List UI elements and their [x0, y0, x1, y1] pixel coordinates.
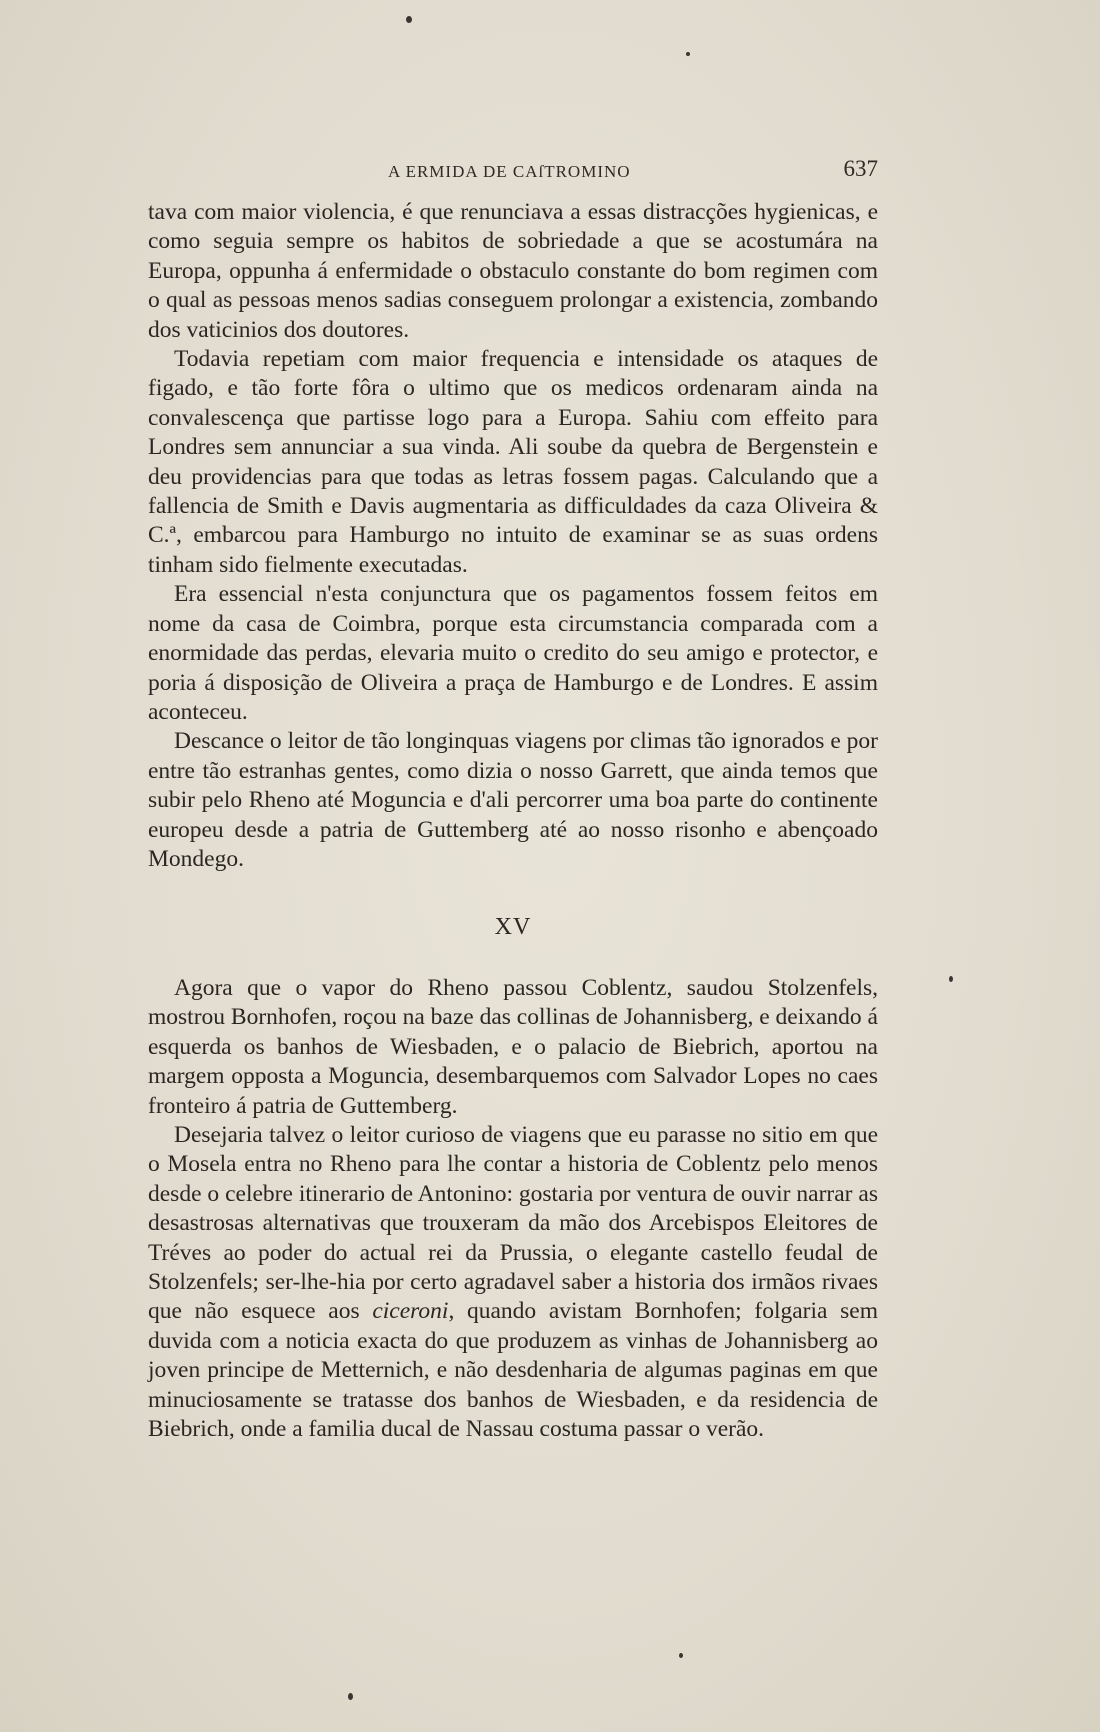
ink-speck	[686, 52, 690, 56]
paragraph-3: Era essencial n'esta conjunctura que os pagamentos fossem feitos em nome da casa de Coimbra, porque esta circumstancia comparada com a enormidade das perdas, elevaria muito o credito do seu amigo e protector, e poria á disposição de Oliveira a praça de Hamburgo e de Londres. E assim aconteceu.	[148, 581, 878, 725]
body-text-chapter-xv	[148, 974, 878, 1445]
running-title: A ERMIDA DE CAſTROMINO	[388, 162, 631, 181]
ink-speck	[406, 16, 412, 23]
paragraph-2: Todavia repetiam com maior frequencia e intensidade os ataques de figado, e tão forte fôra o ultimo que os medicos ordenaram ainda na convalescença que partisse logo para a Europa. Sahiu com effeito para Londres sem annunciar a sua vinda. Ali soube da quebra de Bergenstein e deu providencias para que todas as letras fossem pagas. Calculando que a fallencia de Smith e Davis augmentaria as difficuldades da caza Oliveira & C.ª, embarcou para Hamburgo no intuito de examinar se as suas ordens tinham sido fielmente executadas.	[148, 346, 878, 578]
chapter-heading: XV	[494, 914, 532, 940]
ink-speck	[949, 976, 953, 982]
page-number: 637	[843, 156, 878, 181]
paragraph-6-part-1: Desejaria talvez o leitor curioso de viagens que eu parasse no sitio em que o Mosela entra no Rheno para lhe contar a historia de Coblentz pelo menos desde o celebre itinerario de Antonino: gostaria por ventura de ouvir narrar as desastrosas alternativas que trouxeram da mão dos Arcebispos Eleitores de Tréves ao poder do actual rei da Prussia, o elegante castello feudal de Stolzenfels; ser-lhe-hia por certo agradavel saber a historia dos irmãos rivaes que não esquece aos	[148, 1122, 878, 1325]
paragraph-4: Descance o leitor de tão longinquas viagens por climas tão ignorados e por entre tão estranhas gentes, como dizia o nosso Garrett, que ainda temos que subir pelo Rheno até Moguncia e d'ali percorrer uma boa parte do continente europeu desde a patria de Guttemberg até ao nosso risonho e abençoado Mondego.	[148, 728, 878, 872]
ink-speck	[348, 1693, 353, 1700]
page-header	[148, 156, 878, 184]
paragraph-5: Agora que o vapor do Rheno passou Coblentz, saudou Stolzenfels, mostrou Bornhofen, roçou na baze das collinas de Johannisberg, e deixando á esquerda os banhos de Wiesbaden, e o palacio de Biebrich, aportou na margem opposta a Moguncia, desembarquemos com Salvador Lopes no caes fronteiro á patria de Guttemberg.	[148, 975, 878, 1119]
paragraph-1: tava com maior violencia, é que renunciava a essas distracções hygienicas, e como seguia sempre os habitos de sobriedade a que se acostumára na Europa, oppunha á enfermidade o obstaculo constante do bom regimen com o qual as pessoas menos sadias conseguem prolongar a existencia, zombando dos vaticinios dos doutores.	[148, 199, 878, 343]
paragraph-6	[148, 1121, 878, 1444]
paragraph-6-part-2: , quando avistam Bornhofen; folgaria sem duvida com a noticia exacta do que produzem as vinhas de Johannisberg ao joven principe de Metternich, e não desdenharia de algumas paginas em que minuciosamente se tratasse dos banhos de Wiesbaden, e da residencia de Biebrich, onde a familia ducal de Nassau costuma passar o verão.	[148, 1298, 878, 1443]
ink-speck	[679, 1653, 683, 1658]
body-text-before-chapter	[148, 198, 878, 874]
italic-word: ciceroni	[372, 1298, 449, 1325]
